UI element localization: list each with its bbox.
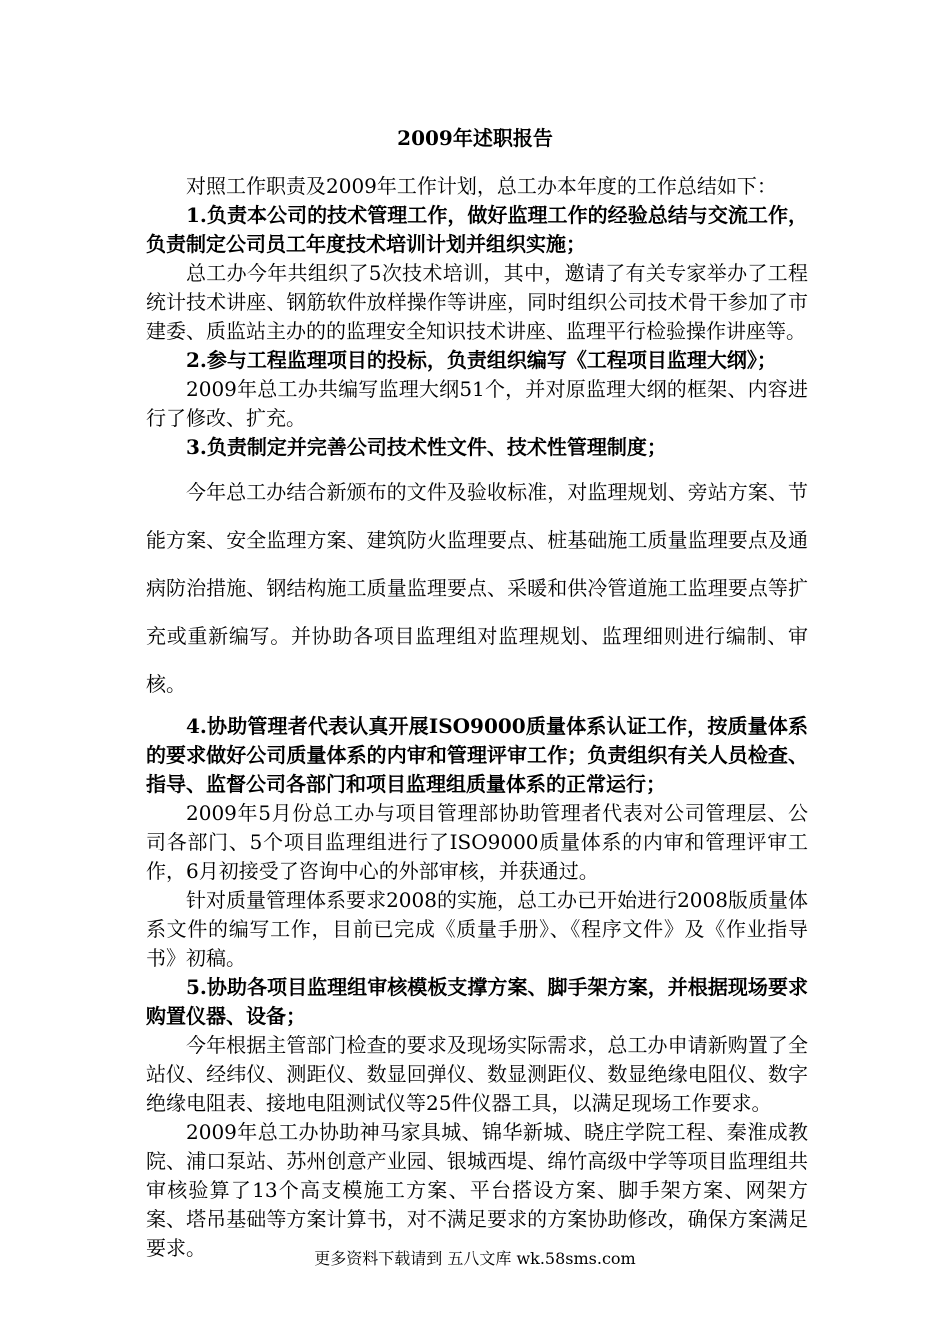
section-heading-5: 5.协助各项目监理组审核模板支撑方案、脚手架方案，并根据现场要求购置仪器、设备；: [146, 975, 808, 1028]
paragraph: 2009年总工办协助神马家具城、锦华新城、晓庄学院工程、秦淮成教院、浦口泵站、苏州创意产业园、银城西堤、绵竹高级中学等项目监理组共审核验算了13个高支模施工方案、平台搭设方案、脚手架方案、网架方案、塔吊基础等方案计算书，对不满足要求的方案协助修改，确保方案满足要求。: [146, 1120, 808, 1260]
footer-note: 更多资料下载请到 五八文库 wk.58sms.com: [314, 1249, 636, 1268]
section-heading-1: 1.负责本公司的技术管理工作，做好监理工作的经验总结与交流工作，负责制定公司员工年度技术培训计划并组织实施；: [146, 203, 808, 256]
section-heading-3: 3.负责制定并完善公司技术性文件、技术性管理制度；: [186, 435, 667, 459]
document-title: 2009年述职报告: [397, 126, 553, 150]
paragraph: 今年根据主管部门检查的要求及现场实际需求，总工办申请新购置了全站仪、经纬仪、测距仪、数显回弹仪、数显测距仪、数显绝缘电阻仪、数字绝缘电阻表、接地电阻测试仪等25件仪器工具，以满足现场工作要求。: [146, 1033, 808, 1115]
section-heading-4: 4.协助管理者代表认真开展ISO9000质量体系认证工作，按质量体系的要求做好公司质量体系的内审和管理评审工作；负责组织有关人员检查、指导、监督公司各部门和项目监理组质量体系的正常运行；: [146, 714, 808, 796]
paragraph: 2009年总工办共编写监理大纲51个，并对原监理大纲的框架、内容进行了修改、扩充。: [146, 377, 808, 430]
paragraph-intro: 对照工作职责及2009年工作计划，总工办本年度的工作总结如下：: [186, 174, 777, 198]
document-body: [146, 172, 808, 1263]
paragraph: 总工办今年共组织了5次技术培训，其中，邀请了有关专家举办了工程统计技术讲座、钢筋软件放样操作等讲座，同时组织公司技术骨干参加了市建委、质监站主办的的监理安全知识技术讲座、监理平行检验操作讲座等。: [146, 261, 808, 343]
paragraph: 2009年5月份总工办与项目管理部协助管理者代表对公司管理层、公司各部门、5个项目监理组进行了ISO9000质量体系的内审和管理评审工作，6月初接受了咨询中心的外部审核，并获通过。: [146, 801, 808, 883]
paragraph: 针对质量管理体系要求2008的实施，总工办已开始进行2008版质量体系文件的编写工作，目前已完成《质量手册》、《程序文件》及《作业指导书》初稿。: [146, 888, 808, 970]
section-heading-2: 2.参与工程监理项目的投标，负责组织编写《工程项目监理大纲》；: [186, 348, 777, 372]
paragraph: 今年总工办结合新颁布的文件及验收标准，对监理规划、旁站方案、节能方案、安全监理方案、建筑防火监理要点、桩基础施工质量监理要点及通病防治措施、钢结构施工质量监理要点、采暖和供冷管道施工监理要点等扩充或重新编写。并协助各项目监理组对监理规划、监理细则进行编制、审核。: [146, 480, 808, 696]
